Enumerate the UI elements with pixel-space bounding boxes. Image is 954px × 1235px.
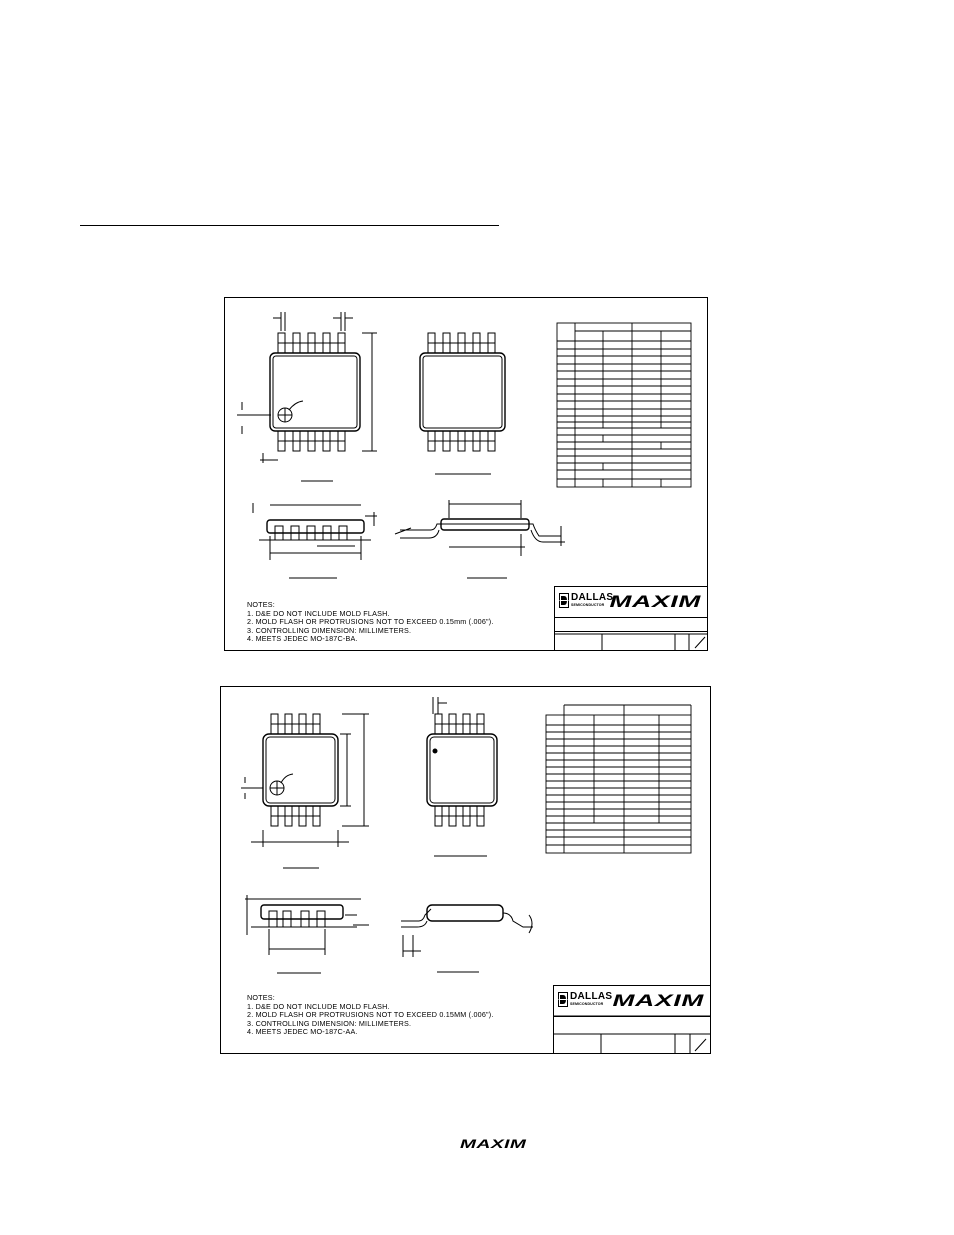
note-4: 4. MEETS JEDEC MO-187C-AA.: [247, 1027, 358, 1037]
end-view: [401, 905, 533, 972]
note-2: 2. MOLD FLASH OR PROTRUSIONS NOT TO EXCEED 0.15MM (.006").: [247, 1010, 494, 1020]
note-2: 2. MOLD FLASH OR PROTRUSIONS NOT TO EXCEED 0.15mm (.006").: [247, 617, 494, 627]
notes-heading: NOTES:: [247, 993, 275, 1002]
bottom-view: [427, 697, 497, 856]
title-block: [553, 985, 710, 1053]
section-heading-rule: [80, 225, 499, 226]
top-view: [241, 714, 369, 868]
dallas-subtitle: SEMICONDUCTOR: [571, 603, 605, 607]
dallas-subtitle: SEMICONDUCTOR: [570, 1002, 604, 1006]
dimension-table: [546, 705, 691, 853]
notes-heading: NOTES:: [247, 600, 275, 609]
package-drawing-8-pin: [220, 686, 711, 1054]
drawing-notes: [247, 994, 494, 1037]
title-block-grid: [554, 986, 710, 1053]
side-view: [245, 895, 369, 973]
package-drawing-10-pin: [224, 297, 708, 651]
note-1: 1. D&E DO NOT INCLUDE MOLD FLASH.: [247, 608, 390, 618]
note-4: 4. MEETS JEDEC MO-187C-BA.: [247, 634, 358, 644]
dallas-wordmark: DALLAS: [571, 592, 614, 603]
end-view: [395, 500, 565, 578]
bottom-view: [420, 333, 505, 474]
dimension-table: [557, 323, 691, 487]
maxim-logo: MAXIM: [612, 991, 704, 1010]
title-block: [554, 586, 707, 650]
drawing-notes: [247, 601, 494, 644]
note-3: 3. CONTROLLING DIMENSION: MILLIMETERS.: [247, 1018, 412, 1028]
note-3: 3. CONTROLLING DIMENSION: MILLIMETERS.: [247, 625, 412, 635]
top-view: [237, 312, 377, 481]
dallas-wordmark: DALLAS: [570, 991, 613, 1002]
maxim-logo: MAXIM: [609, 592, 701, 611]
title-block-grid: [555, 587, 707, 650]
footer-maxim-logo: MAXIM: [460, 1137, 527, 1151]
side-view: [253, 503, 377, 578]
note-1: 1. D&E DO NOT INCLUDE MOLD FLASH.: [247, 1001, 390, 1011]
